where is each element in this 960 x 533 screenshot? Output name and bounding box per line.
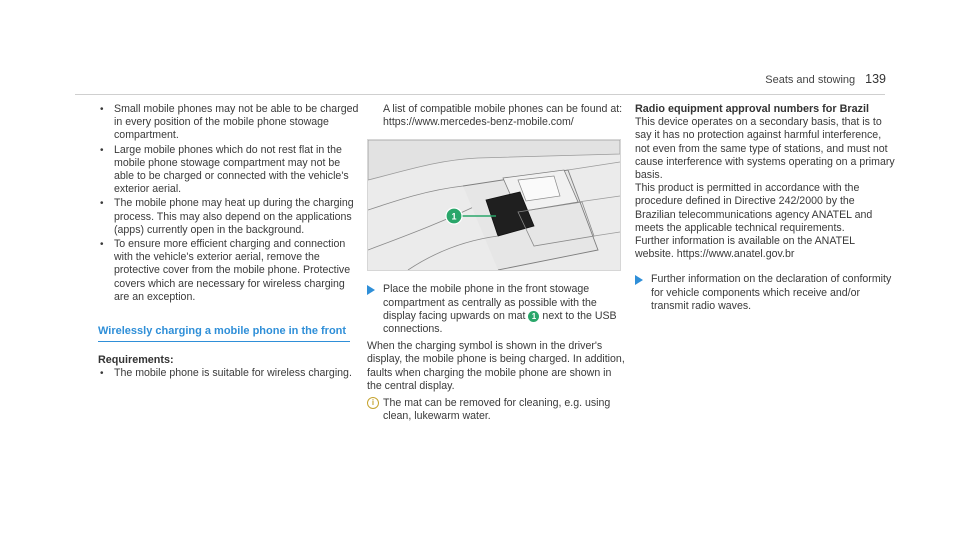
- secondary-basis-text: This device operates on a secondary basis, that is to say it has no protection against harmful interference, not even from the same type of stations, and must not cause interference with systems operating on a primary basis.: [635, 116, 895, 182]
- column-1: [98, 103, 360, 382]
- column-3: [635, 103, 895, 313]
- conformity-step: Further information on the declaration of conformity for vehicle components which receive and/or transmit radio waves.: [635, 273, 895, 313]
- info-icon: i: [367, 397, 379, 409]
- list-item: • To ensure more efficient charging and connection with the vehicle's exterior aerial, remove the protective cover from the mobile phone. Protective covers which are necessary for wireless charging are an exception.: [100, 238, 351, 303]
- bullet-icon: •: [100, 144, 104, 156]
- bullet-icon: •: [100, 104, 104, 115]
- notes-list: [98, 103, 360, 304]
- header-rule: [75, 94, 885, 95]
- list-item: • Large mobile phones which do not rest flat in the mobile phone stowage compartment may not be able to be charged or connected with the vehicle's exterior aerial.: [100, 143, 349, 196]
- instruction-step: Place the mobile phone in the front stowage compartment as centrally as possible with the display facing upwards on mat 1 next to the USB connections.: [367, 283, 625, 336]
- page-number: 139: [865, 72, 886, 86]
- column-2: [367, 103, 625, 423]
- bullet-icon: •: [100, 198, 104, 210]
- bullet-icon: •: [100, 368, 104, 380]
- stowage-compartment-illustration: [368, 140, 620, 270]
- anatel-directive-text: This product is permitted in accordance with the procedure defined in Directive 242/2000 by the Brazilian telecommunications agency ANATEL and meets the applicable technical requirements.: [635, 182, 873, 234]
- figure-callout: 1: [451, 211, 457, 222]
- header-title: Seats and stowing: [765, 74, 856, 86]
- list-item: • The mobile phone is suitable for wireless charging.: [100, 367, 352, 380]
- section-title[interactable]: Wirelessly charging a mobile phone in the front: [98, 325, 350, 342]
- requirements-list: [98, 367, 360, 380]
- compatibility-text: A list of compatible mobile phones can be found at: https://www.mercedes-benz-mobile.com/: [383, 103, 623, 129]
- list-item: • Small mobile phones may not be able to be charged in every position of the mobile phone stowage compartment.: [100, 103, 359, 142]
- charging-status-text: When the charging symbol is shown in the driver's display, the mobile phone is being charged. In addition, faults when charging the mobile phone are shown in the central display.: [367, 340, 625, 392]
- page-header: [765, 73, 886, 87]
- step-arrow-icon: [635, 275, 643, 285]
- brazil-approval-heading: Radio equipment approval numbers for Brazil: [635, 103, 869, 115]
- cleaning-note: i The mat can be removed for cleaning, e.g. using clean, lukewarm water.: [367, 397, 625, 423]
- anatel-website-text: Further information is available on the ANATEL website. https://www.anatel.gov.br: [635, 235, 855, 261]
- step-arrow-icon: [367, 285, 375, 295]
- requirements-title: Requirements:: [98, 354, 174, 367]
- stowage-compartment-figure: [367, 139, 621, 271]
- list-item: • The mobile phone may heat up during the charging process. This may also depend on the applications (apps) currently open in the background.: [100, 197, 354, 236]
- bullet-icon: •: [100, 239, 104, 251]
- mat-callout-badge: 1: [528, 311, 539, 322]
